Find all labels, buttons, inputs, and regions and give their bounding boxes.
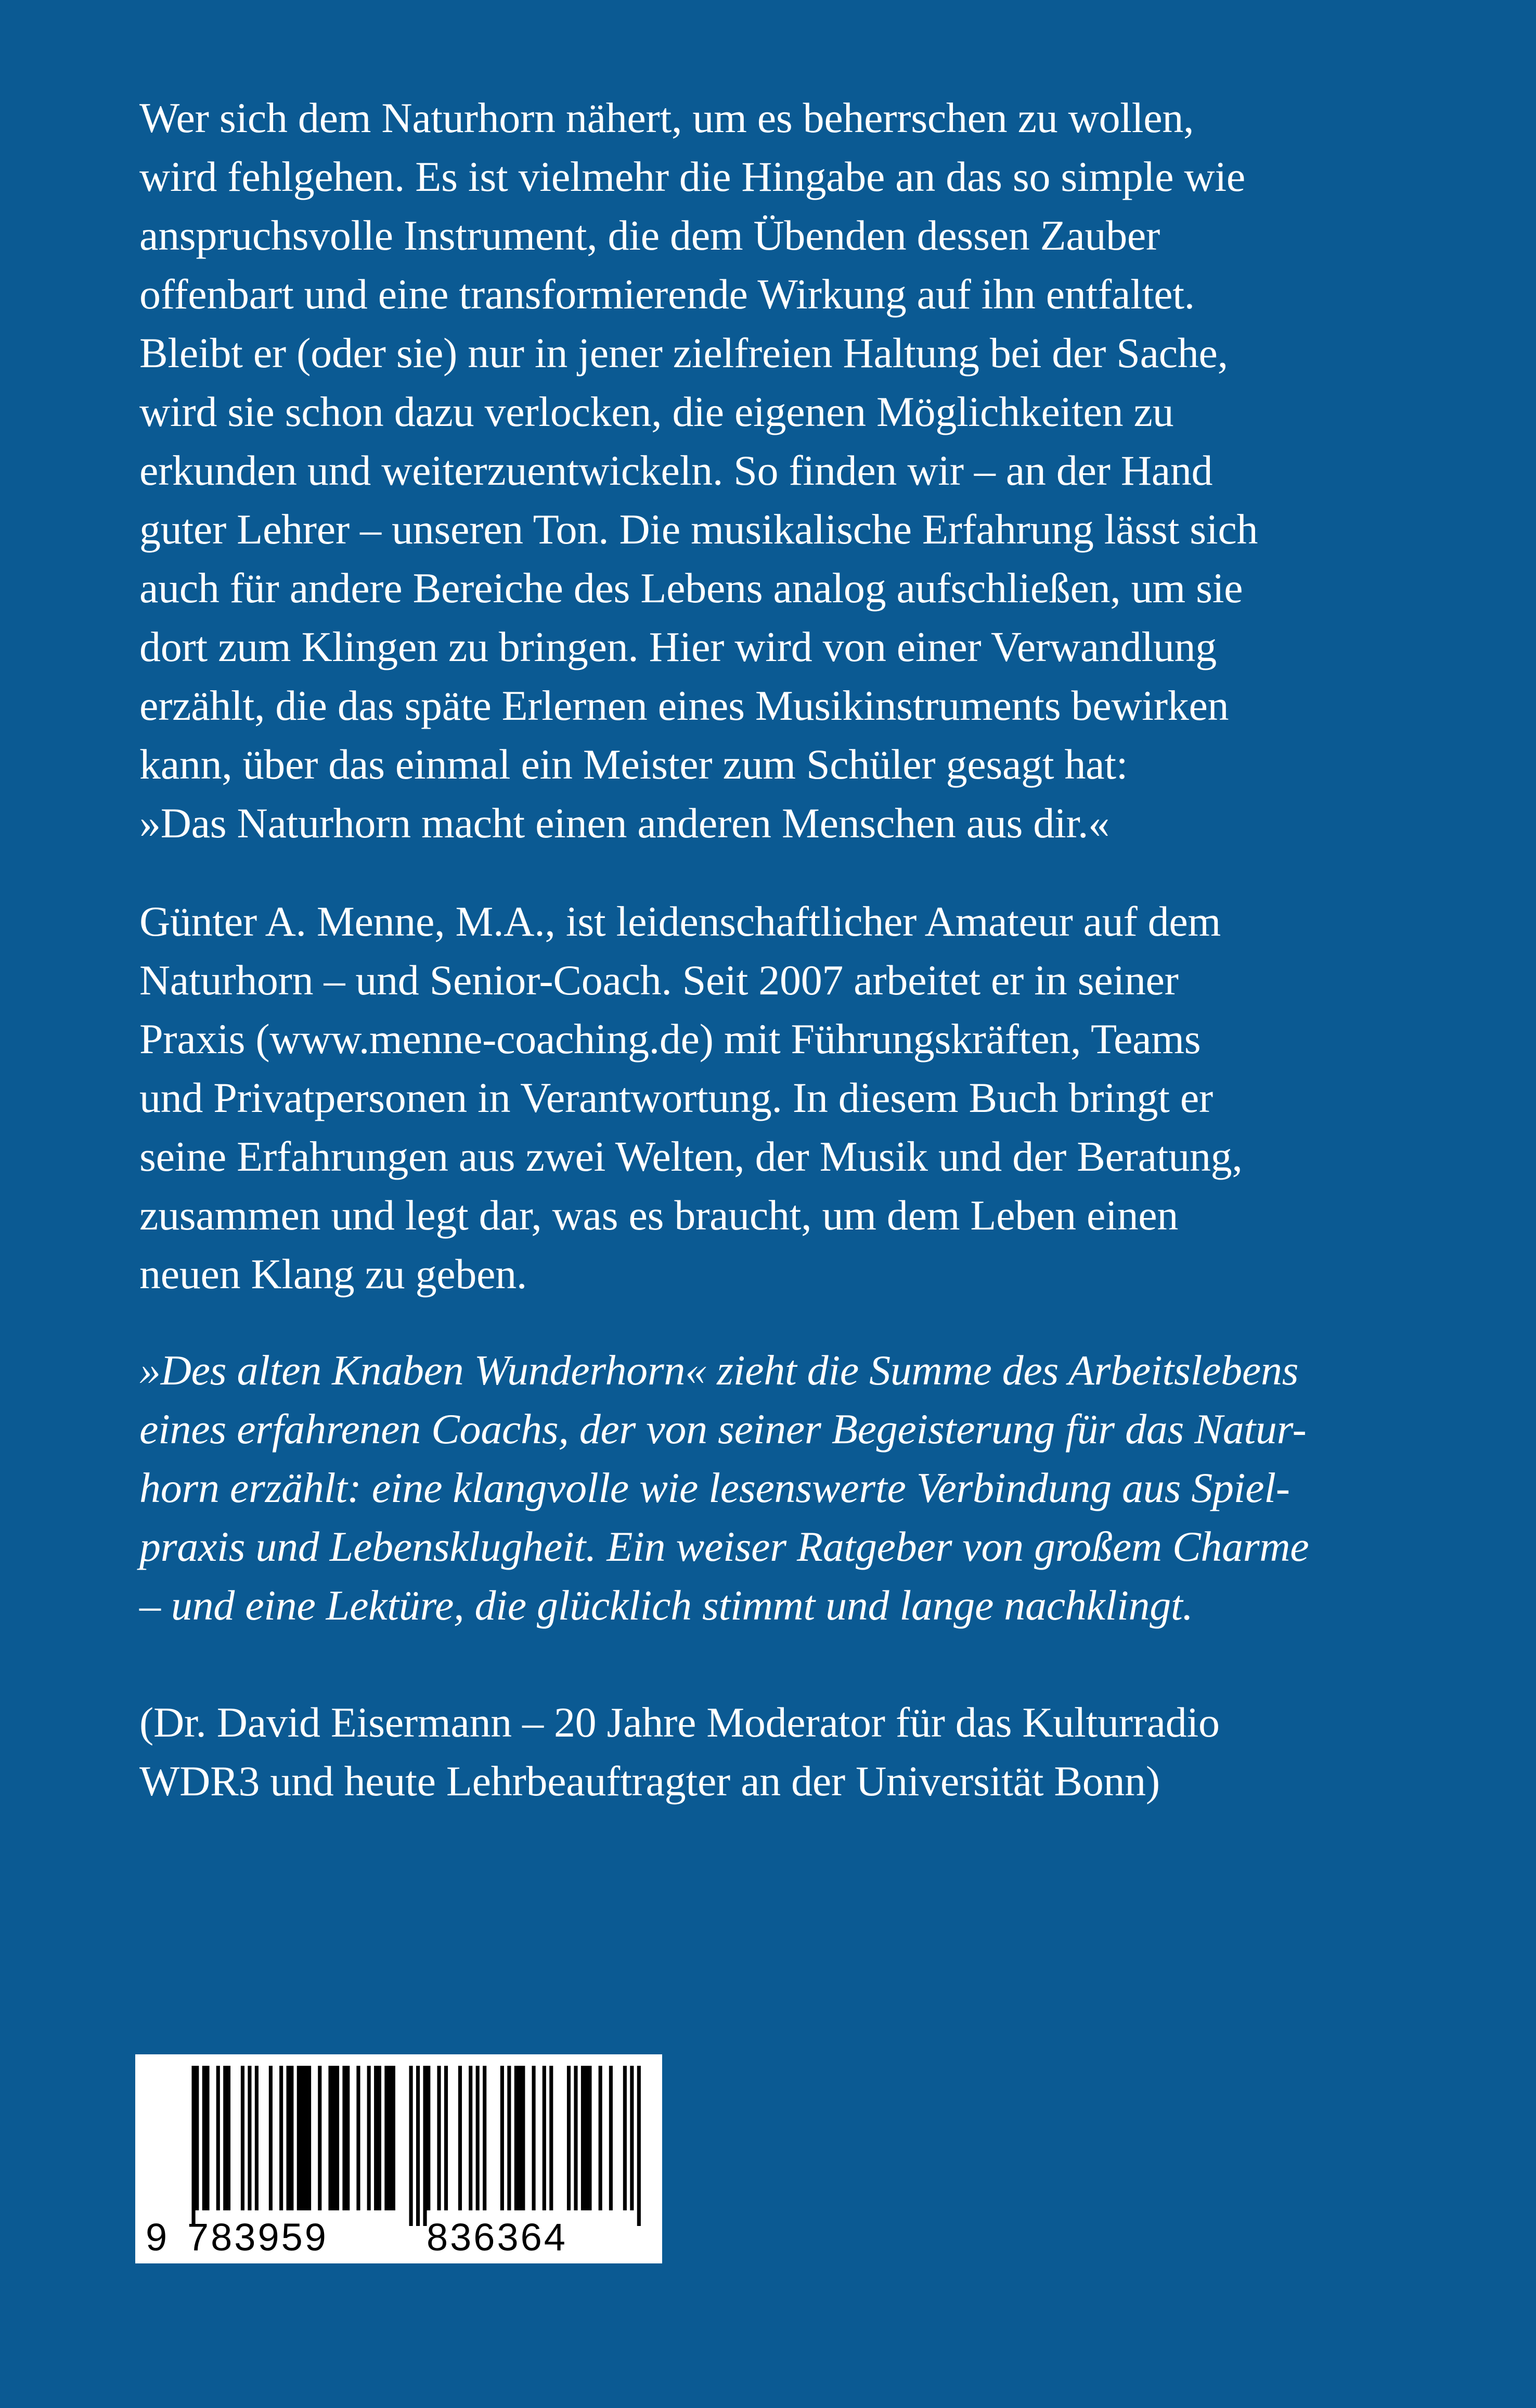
barcode-bar: [483, 2066, 486, 2210]
barcode-bar: [599, 2066, 602, 2210]
review-quote-line: – und eine Lektüre, die glücklich stimmt und lange nachklingt.: [139, 1582, 1193, 1629]
barcode-bar: [205, 2066, 209, 2210]
barcode-bar: [423, 2066, 427, 2226]
blurb-line: guter Lehrer – unseren Ton. Die musikalische Erfahrung lässt sich: [139, 506, 1258, 553]
author-bio: [139, 892, 1409, 1303]
barcode-bar: [346, 2066, 350, 2210]
barcode-bar: [427, 2066, 430, 2210]
quote-attribution: [139, 1693, 1409, 1810]
barcode-bar: [630, 2066, 634, 2210]
barcode-bar: [342, 2066, 346, 2210]
barcode-bar: [287, 2066, 290, 2210]
barcode-left-digits: 783959: [187, 2216, 328, 2259]
attribution-line: (Dr. David Eisermann – 20 Jahre Moderator für das Kulturradio: [139, 1699, 1220, 1746]
barcode-bar: [255, 2066, 259, 2210]
barcode-bar: [279, 2066, 283, 2210]
barcode-bar: [500, 2066, 504, 2210]
review-quote: [139, 1341, 1409, 1635]
isbn-barcode: [135, 2054, 662, 2263]
barcode-bar: [549, 2066, 553, 2210]
barcode-bar: [318, 2066, 321, 2210]
blurb-line: wird fehlgehen. Es ist vielmehr die Hingabe an das so simple wie: [139, 153, 1245, 200]
blurb-line: auch für andere Bereiche des Lebens analog aufschließen, um sie: [139, 564, 1243, 612]
barcode-bar: [304, 2066, 307, 2210]
blurb-line: wird sie schon dazu verlocken, die eigenen Möglichkeiten zu: [139, 388, 1174, 435]
barcode-bar: [574, 2066, 577, 2210]
barcode-bar: [223, 2066, 227, 2210]
barcode-bar: [202, 2066, 206, 2210]
barcode-bar: [409, 2066, 413, 2226]
barcode-bar: [374, 2066, 378, 2210]
barcode-bar: [191, 2066, 195, 2226]
barcode-bar: [518, 2066, 522, 2210]
barcode-bar: [458, 2066, 462, 2210]
barcode-bar: [507, 2066, 511, 2210]
barcode-bar: [623, 2066, 627, 2210]
blurb-line: offenbart und eine transformierende Wirkung auf ihn entfaltet.: [139, 270, 1195, 318]
barcode-bar: [248, 2066, 251, 2210]
blurb-line: Wer sich dem Naturhorn nähert, um es beherrschen zu wollen,: [139, 94, 1194, 141]
author-bio-line: neuen Klang zu geben.: [139, 1250, 527, 1298]
barcode-lead-digit: 9: [146, 2216, 167, 2259]
blurb-line: erkunden und weiterzuentwickeln. So finden wir – an der Hand: [139, 447, 1213, 494]
barcode-right-digits: 836364: [427, 2216, 567, 2259]
barcode-bar: [378, 2066, 381, 2210]
author-bio-line: zusammen und legt dar, was es braucht, um dem Leben einen: [139, 1192, 1179, 1239]
barcode-bar: [241, 2066, 244, 2210]
barcode-bar: [521, 2066, 525, 2210]
author-bio-line: seine Erfahrungen aus zwei Welten, der Musik und der Beratung,: [139, 1133, 1243, 1180]
barcode-bar: [307, 2066, 311, 2210]
review-quote-line: praxis und Lebensklugheit. Ein weiser Ratgeber von großem Charme: [139, 1523, 1309, 1570]
barcode-bar: [637, 2066, 641, 2226]
barcode-bar: [269, 2066, 273, 2210]
barcode-bar: [356, 2066, 360, 2210]
barcode-bar: [384, 2066, 388, 2210]
barcode-bar: [297, 2066, 301, 2210]
blurb-line: Bleibt er (oder sie) nur in jener zielfreien Haltung bei der Sache,: [139, 329, 1228, 377]
barcode-bar: [532, 2066, 536, 2210]
author-bio-line: und Privatpersonen in Verantwortung. In diesem Buch bringt er: [139, 1074, 1213, 1121]
barcode-bar: [543, 2066, 546, 2210]
barcode-bar: [332, 2066, 335, 2210]
author-bio-line: Naturhorn – und Senior-Coach. Seit 2007 arbeitet er in seiner: [139, 956, 1179, 1004]
barcode-bar: [301, 2066, 304, 2210]
blurb-line: kann, über das einmal ein Meister zum Schüler gesagt hat:: [139, 741, 1128, 788]
barcode-bar: [567, 2066, 571, 2210]
review-quote-line: horn erzählt: eine klangvolle wie lesenswerte Verbindung aus Spiel-: [139, 1464, 1290, 1511]
barcode-bar: [367, 2066, 371, 2210]
barcode-bar: [392, 2066, 395, 2210]
barcode-bar: [227, 2066, 230, 2210]
barcode-bar: [328, 2066, 332, 2210]
review-quote-line: eines erfahrenen Coachs, der von seiner Begeisterung für das Natur-: [139, 1405, 1307, 1453]
blurb-line: erzählt, die das späte Erlernen eines Musikinstruments bewirken: [139, 682, 1229, 729]
blurb-line: anspruchsvolle Instrument, die dem Übenden dessen Zauber: [139, 212, 1160, 259]
barcode-bar: [581, 2066, 585, 2210]
barcode-bar: [195, 2066, 199, 2210]
barcode-bar: [514, 2066, 518, 2210]
barcode-bar: [585, 2066, 588, 2210]
barcode-bar: [388, 2066, 392, 2210]
attribution-line: WDR3 und heute Lehrbeauftragter an der Universität Bonn): [139, 1757, 1160, 1805]
review-quote-line: »Des alten Knaben Wunderhorn« zieht die Summe des Arbeitslebens: [139, 1347, 1299, 1394]
blurb-paragraph: [139, 88, 1409, 852]
author-bio-line: Günter A. Menne, M.A., ist leidenschaftlicher Amateur auf dem: [139, 898, 1221, 945]
barcode-bar: [444, 2066, 448, 2210]
barcode-bar: [216, 2066, 220, 2210]
barcode-bar: [609, 2066, 613, 2210]
author-bio-line: Praxis (www.menne-coaching.de) mit Führungskräften, Teams: [139, 1015, 1201, 1063]
barcode-bar: [437, 2066, 441, 2210]
barcode-digits: [135, 2217, 662, 2258]
barcode-bar: [469, 2066, 472, 2210]
barcode-bar: [588, 2066, 591, 2210]
barcode-bar: [335, 2066, 339, 2210]
barcode-bar: [476, 2066, 480, 2210]
blurb-line: »Das Naturhorn macht einen anderen Menschen aus dir.«: [139, 799, 1109, 847]
barcode-bar: [290, 2066, 293, 2210]
blurb-line: dort zum Klingen zu bringen. Hier wird von einer Verwandlung: [139, 623, 1217, 670]
barcode-bar: [416, 2066, 420, 2226]
